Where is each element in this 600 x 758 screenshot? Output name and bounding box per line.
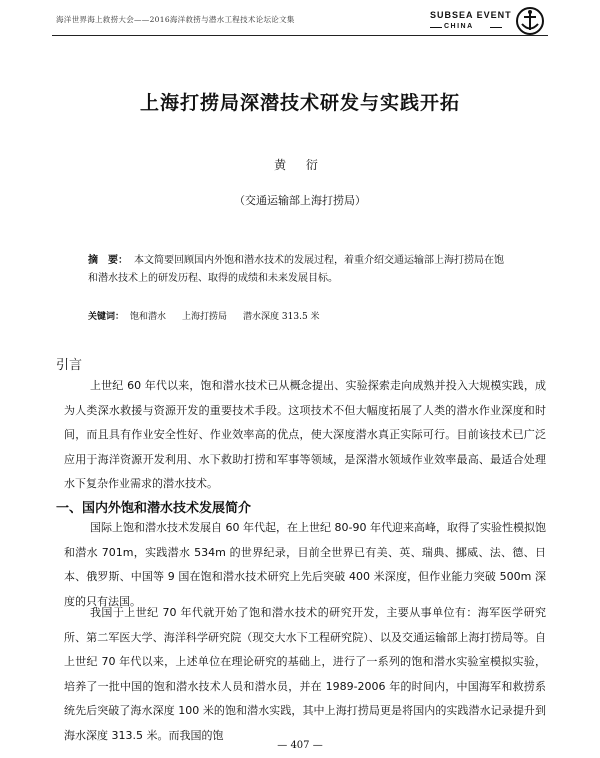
author-affiliation: （交通运输部上海打捞局） [234, 194, 366, 207]
subsea-event-logo [430, 6, 550, 36]
page-number: — 407 — [277, 740, 323, 751]
header-divider [52, 35, 548, 36]
logo-dash-right [490, 27, 502, 28]
logo-dash-left [430, 27, 442, 28]
logo-text-bottom: CHINA [444, 23, 474, 30]
section-1-heading: 一、国内外饱和潜水技术发展简介 [56, 501, 252, 516]
keyword-item: 上海打捞局 [182, 312, 228, 322]
section-1-paragraph-1: 国际上饱和潜水技术发展自 60 年代起，在上世纪 80-90 年代迎来高峰，取得了实验性模拟饱和潜水 701m，实践潜水 534m 的世界纪录，目前全世界已有美、英、瑞典、挪威、法、德、日本、俄罗斯、中国等 9 国在饱和潜水技术研究上先后突破 400 米深度，但作业能力突破 500m 深度的只有法国。 [64, 521, 546, 608]
intro-paragraph: 上世纪 60 年代以来，饱和潜水技术已从概念提出、实验探索走向成熟并投入大规模实践，成为人类深水救援与资源开发的重要技术手段。这项技术不但大幅度拓展了人类的潜水作业深度和时间，而且具有作业安全性好、作业效率高的优点，使大深度潜水真正实际可行。目前该技术已广泛应用于海洋资源开发利用、水下救助打捞和军事等领域，是深潜水领域作业效率最高、最适合处理水下复杂作业需求的潜水技术。 [64, 379, 546, 491]
section-1-paragraph-2: 我国于上世纪 70 年代就开始了饱和潜水技术的研究开发，主要从事单位有：海军医学研究所、第二军医大学、海洋科学研究院（现交大水下工程研究院）、以及交通运输部上海打捞局等。自上世纪 70 年代以来，上述单位在理论研究的基础上，进行了一系列的饱和潜水实验室模拟实验，培养了一批中国的饱和潜水技术人员和潜水员，并在 1989-2006 年的时间内，中国海军和救捞系统先后突破了海水深度 100 米的饱和潜水实践，其中上海打捞局更是将国内的实践潜水记录提升到海水深度 313.5 米。而我国的饱 [64, 606, 546, 742]
paper-title: 上海打捞局深潜技术研发与实践开拓 [139, 92, 460, 114]
author-name: 黄 衍 [274, 158, 326, 172]
abstract [88, 252, 508, 288]
keywords [88, 309, 508, 322]
abstract-label: 摘 要： [88, 255, 128, 266]
logo-text-top: SUBSEA EVENT [430, 10, 512, 20]
keyword-item: 潜水深度 313.5 米 [243, 312, 320, 322]
anchor-emblem-icon [514, 6, 546, 36]
keywords-label: 关键词： [88, 312, 125, 322]
running-header: 海洋世界海上救捞大会——2016海洋救捞与潜水工程技术论坛论文集 [56, 15, 295, 24]
abstract-text: 本文简要回顾国内外饱和潜水技术的发展过程，着重介绍交通运输部上海打捞局在饱和潜水技术上的研发历程、取得的成绩和未来发展目标。 [88, 255, 504, 284]
keyword-item: 饱和潜水 [130, 312, 167, 322]
intro-heading: 引言 [56, 358, 83, 373]
